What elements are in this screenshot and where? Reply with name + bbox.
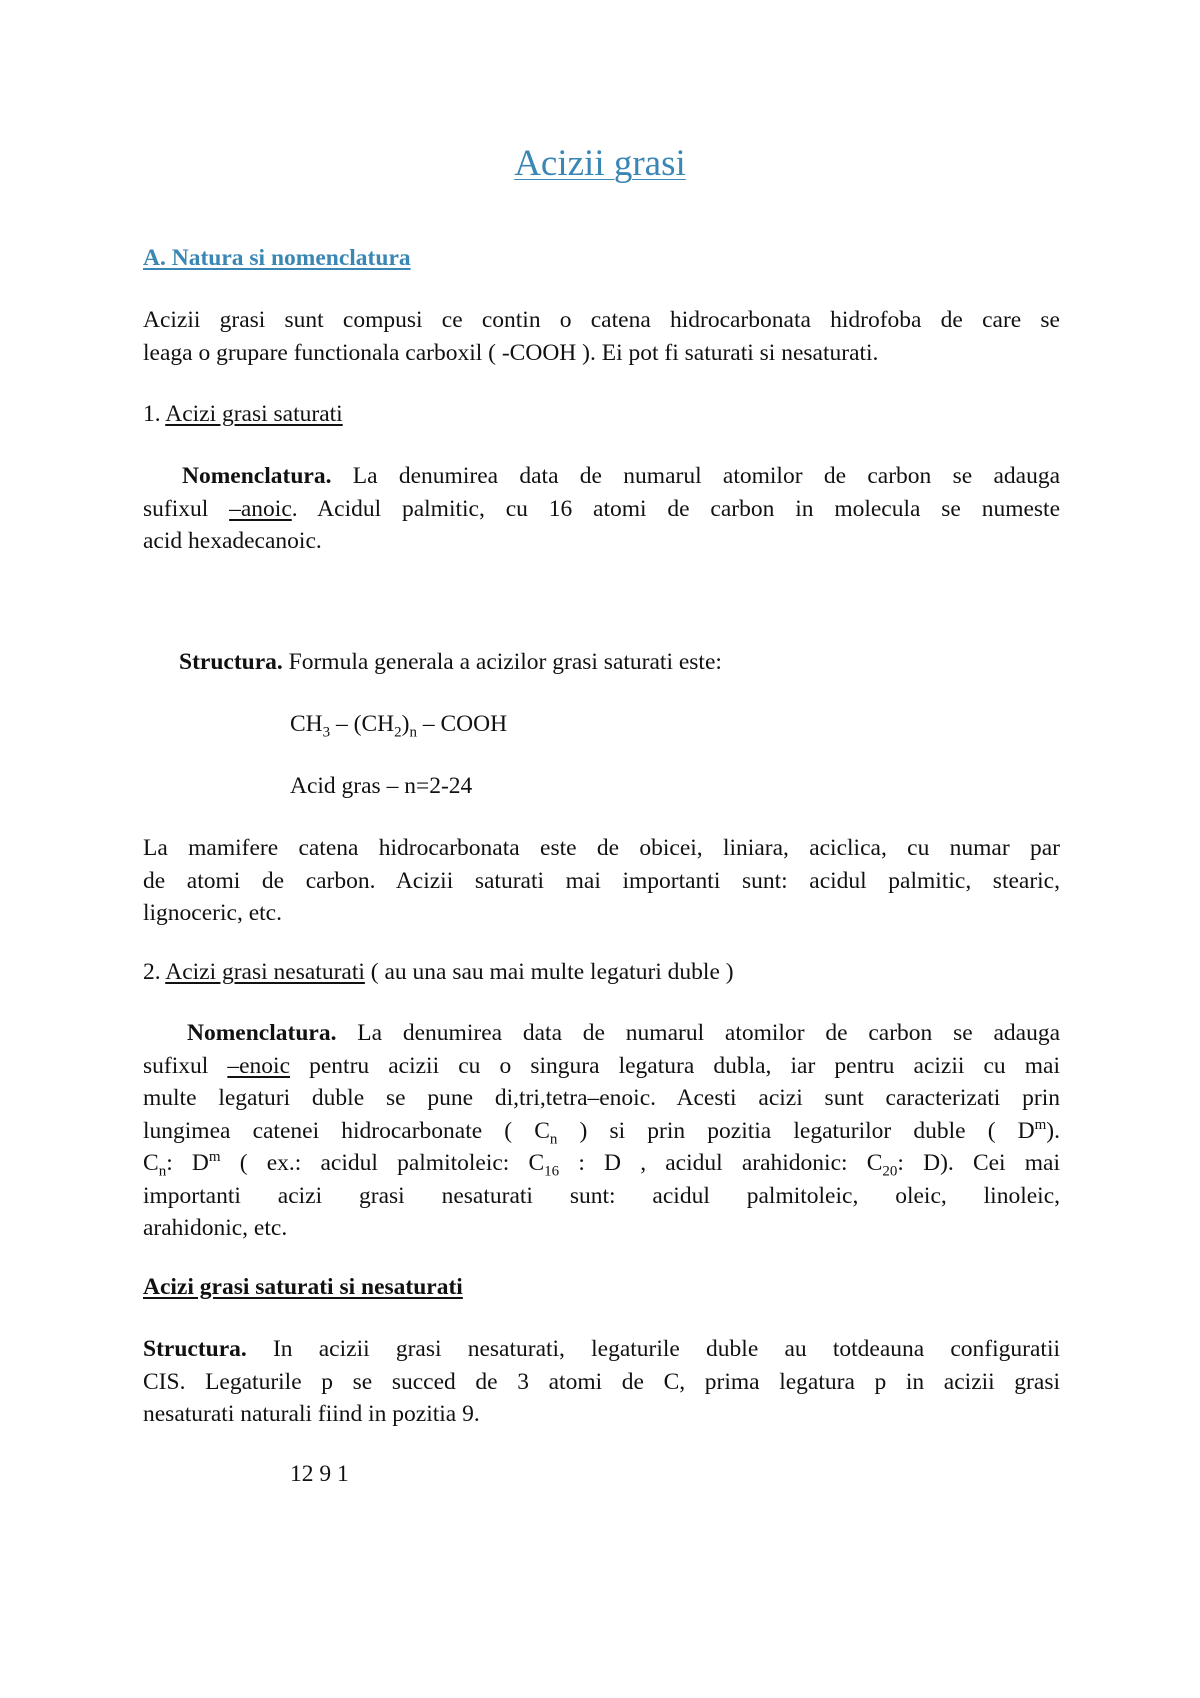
intro-line-2: leaga o grupare functionala carboxil ( -COOH ). Ei pot fi saturati si nesaturati. xyxy=(143,339,879,366)
combined-line-2: CIS. Legaturile p se succed de 3 atomi de C, prima legatura p in acizii grasi xyxy=(143,1368,1060,1395)
formula-sub-1: 3 xyxy=(322,724,331,741)
nesaturati-nom-line-1-text: La denumirea data de numarul atomilor de carbon se adauga xyxy=(357,1020,1061,1046)
formula-note: Acid gras – n=2-24 xyxy=(290,773,473,799)
saturati-nom-line-2 xyxy=(143,493,1060,526)
saturati-nom-suffix: –anoic xyxy=(229,495,292,522)
general-formula xyxy=(290,708,507,740)
nom-line-4-sub: n xyxy=(549,1131,558,1148)
nesaturati-nom-line-6: importanti acizi grasi nesaturati sunt: acidul palmitoleic, oleic, linoleic, xyxy=(143,1182,1060,1209)
nesaturati-heading-note: ( au una sau mai multe legaturi duble ) xyxy=(364,959,734,985)
saturati-nom-line-1-text: La denumirea data de numarul atomilor de carbon se adauga xyxy=(352,463,1061,489)
nesaturati-nom-line-2-post: pentru acizii cu o singura legatura dubla, iar pentru acizii cu mai xyxy=(309,1052,1061,1079)
nom-line-5-a: C xyxy=(143,1150,159,1176)
mamifere-line-3: lignoceric, etc. xyxy=(143,900,282,926)
saturati-heading-text: Acizi grasi saturati xyxy=(165,401,343,427)
mamifere-line-1: La mamifere catena hidrocarbonata este de obicei, liniara, aciclica, cu numar par xyxy=(143,835,1060,861)
nom-line-5-d: : D , acidul arahidonic: C xyxy=(559,1150,883,1176)
saturati-struct-label: Structura. xyxy=(179,649,283,675)
combined-structura xyxy=(143,1333,1060,1431)
saturati-nomenclatura xyxy=(143,460,1060,558)
nesaturati-nom-label: Nomenclatura. xyxy=(187,1020,337,1046)
position-numbers: 12 9 1 xyxy=(290,1461,349,1487)
nesaturati-number: 2. xyxy=(143,959,161,985)
formula-part-d: – COOH xyxy=(416,711,508,737)
combined-line-1-text: In acizii grasi nesaturati, legaturile duble au totdeauna configuratii xyxy=(272,1336,1060,1362)
nesaturati-heading-text: Acizi grasi nesaturati xyxy=(165,959,365,985)
nesaturati-nom-line-5 xyxy=(143,1147,1060,1180)
combined-heading: Acizi grasi saturati si nesaturati xyxy=(143,1274,463,1300)
nesaturati-nom-line-2 xyxy=(143,1050,1060,1083)
nom-line-5-c: ( ex.: acidul palmitoleic: C xyxy=(220,1150,545,1176)
section-a-heading: A. Natura si nomenclatura xyxy=(143,245,411,271)
mamifere-paragraph xyxy=(143,832,1060,930)
nom-line-4-sup: m xyxy=(1034,1116,1047,1133)
formula-part-b: – (CH xyxy=(330,711,395,737)
combined-line-1 xyxy=(143,1333,1060,1366)
saturati-structura xyxy=(179,646,722,678)
nesaturati-nom-line-1 xyxy=(143,1017,1060,1050)
formula-part-c: ) xyxy=(401,711,410,737)
nesaturati-nom-line-2-pre: sufixul xyxy=(143,1052,209,1079)
nesaturati-nomenclatura xyxy=(143,1017,1060,1245)
nom-line-5-sub-3: 20 xyxy=(882,1163,898,1180)
nom-line-4-b: ) si prin pozitia legaturilor duble ( D xyxy=(557,1117,1035,1144)
nesaturati-heading xyxy=(143,956,734,988)
formula-part-a: CH xyxy=(290,711,323,737)
formula-sub-2: 2 xyxy=(394,724,402,741)
nom-line-5-sub-1: n xyxy=(158,1163,167,1180)
intro-line-1: Acizii grasi sunt compusi ce contin o catena hidrocarbonata hidrofoba de care se xyxy=(143,307,1060,333)
combined-line-3: nesaturati naturali fiind in pozitia 9. xyxy=(143,1401,480,1427)
nesaturati-nom-line-3: multe legaturi duble se pune di,tri,tetra–enoic. Acesti acizi sunt caracterizati prin xyxy=(143,1085,1060,1111)
intro-paragraph xyxy=(143,304,1060,369)
mamifere-line-2: de atomi de carbon. Acizii saturati mai importanti sunt: acidul palmitic, stearic, xyxy=(143,867,1060,894)
nom-line-5-sup: m xyxy=(208,1149,221,1166)
combined-struct-label: Structura. xyxy=(143,1336,247,1362)
nesaturati-nom-line-4 xyxy=(143,1115,1060,1148)
nom-line-5-sub-2: 16 xyxy=(544,1163,560,1180)
nesaturati-nom-suffix: –enoic xyxy=(227,1052,291,1079)
saturati-nom-line-2-pre: sufixul xyxy=(143,495,209,522)
nesaturati-nom-line-7: arahidonic, etc. xyxy=(143,1215,288,1241)
nom-line-5-e: : D). Cei mai xyxy=(897,1150,1061,1176)
formula-sub-n: n xyxy=(409,724,417,741)
saturati-number: 1. xyxy=(143,401,161,427)
nom-line-5-b: : D xyxy=(166,1150,209,1176)
saturati-nom-line-2-post: . Acidul palmitic, cu 16 atomi de carbon in molecula se numeste xyxy=(291,495,1061,522)
saturati-nom-line-1 xyxy=(143,460,1060,493)
saturati-nom-label: Nomenclatura. xyxy=(182,463,332,489)
nom-line-4-c: ). xyxy=(1046,1117,1060,1144)
saturati-nom-line-3: acid hexadecanoic. xyxy=(143,528,322,554)
saturati-heading xyxy=(143,398,343,430)
nom-line-4-a: lungimea catenei hidrocarbonate ( C xyxy=(143,1117,550,1144)
page-title: Acizii grasi xyxy=(514,143,686,184)
saturati-struct-text: Formula generala a acizilor grasi saturati este: xyxy=(288,649,722,675)
